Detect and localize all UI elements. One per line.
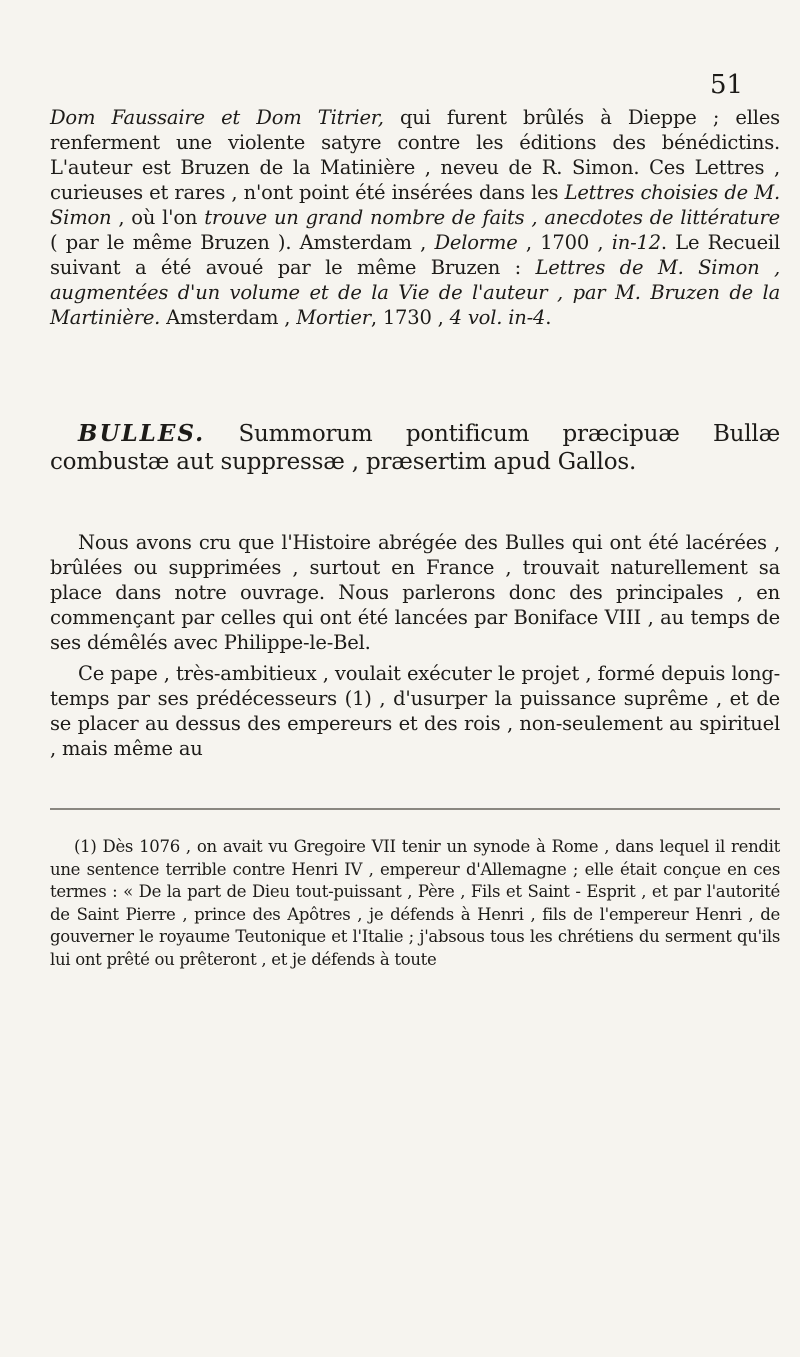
entry-authors: Dom Faussaire et Dom Titrier, [50,106,384,129]
footnotes [50,836,780,971]
entry-title: Lettres choisies de M. Simon [50,181,780,229]
entry-publisher: Mortier [296,306,371,329]
footnote-divider [50,808,780,810]
entry-text: ( par le même Bruzen ). Amsterdam , [50,231,435,254]
entry-text: , où l'on [111,206,205,229]
body-text [50,530,780,761]
page-number: 51 [710,70,744,100]
entry-title: Summorum pontificum præcipuæ Bullæ combustæ aut suppressæ , præsertim apud Gallos. [50,421,780,475]
entry-format: in-12 [611,231,661,254]
entry-text: qui furent brûlés à Dieppe ; elles renferment une violente satyre contre les éditions des bénédictins. L'auteur est Bruzen de la Matinière , neveu de R. Simon. Ces Lettres , curieuses et rares , n'ont point été insérées dans les [50,106,780,204]
paragraph: Ce pape , très-ambitieux , voulait exécuter le projet , formé depuis long-temps par ses prédécesseurs (1) , d'usurper la puissance suprême , et de se placer au dessus des empereurs et des rois , non-seulement au spirituel , mais même au [50,662,780,760]
entry-text: Amsterdam , [160,306,297,329]
entry-title: trouve un grand nombre de faits , anecdotes de littérature [204,206,780,229]
entry-text: . Le Recueil suivant a été avoué par le même Bruzen : [50,231,780,279]
footnote-1: (1) Dès 1076 , on avait vu Gregoire VII tenir un synode à Rome , dans lequel il rendit une sentence terrible contre Henri IV , empereur d'Allemagne ; elle était conçue en ces termes : « De la part de Dieu tout-puissant , Père , Fils et Saint - Esprit , et par l'autorité de Saint Pierre , prince des Apôtres , je défends à Henri , fils de l'empereur Henri , de gouverner le royaume Teutonique et l'Italie ; j'absous tous les chrétiens du serment qu'ils lui ont prêté ou prêteront , et je défends à toute [50,837,780,969]
entry-heading: BULLES. [78,420,206,447]
entry-title: Lettres de M. Simon , augmentées d'un volume et de la Vie de l'auteur , par M. Bruzen de la Martinière. [50,256,780,329]
entry-text: . [545,306,552,329]
entry-format: 4 vol. in-4 [449,306,546,329]
entry-publisher: Delorme [434,231,518,254]
entry-text: , 1730 , [370,306,450,329]
bibliographic-entry-lettres [50,105,780,330]
entry-text: , 1700 , [517,231,612,254]
bibliographic-entry-bulles [50,420,780,476]
paragraph: Nous avons cru que l'Histoire abrégée des Bulles qui ont été lacérées , brûlées ou supprimées , surtout en France , trouvait naturellement sa place dans notre ouvrage. Nous parlerons donc des principales , en commençant par celles qui ont été lancées par Boniface VIII , au temps de ses démêlés avec Philippe-le-Bel. [50,531,780,654]
